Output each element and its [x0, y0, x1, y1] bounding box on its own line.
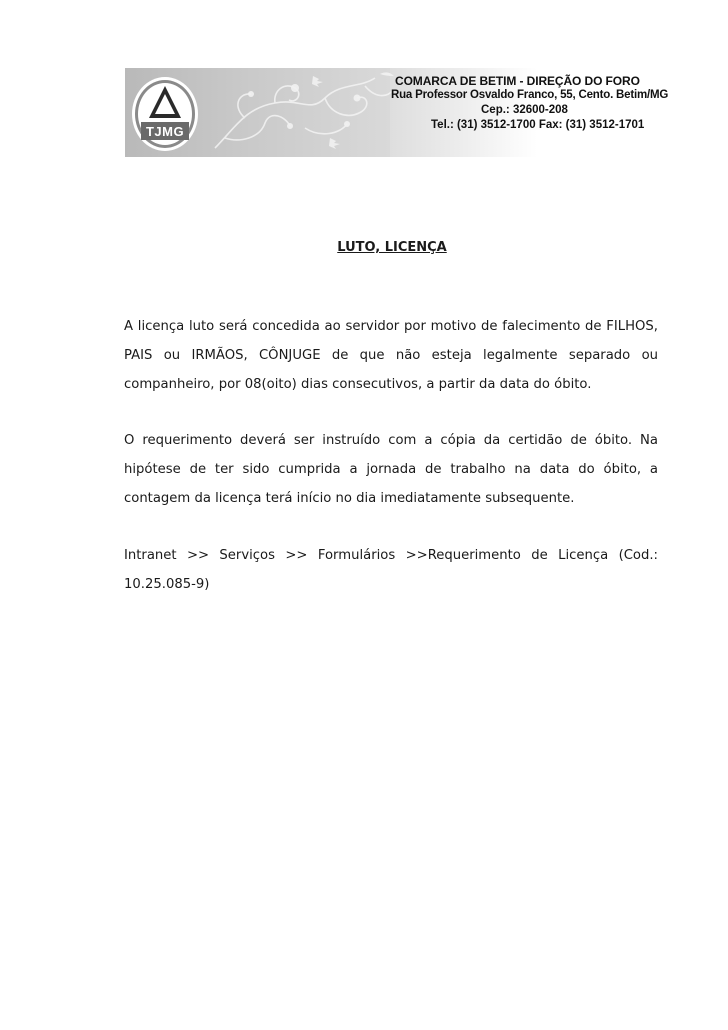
- tjmg-emblem-icon: [131, 72, 199, 152]
- paragraph-license-rule: A licença luto será concedida ao servidor por motivo de falecimento de FILHOS, PAIS ou IRMÃOS, CÔNJUGE de que não esteja legalmente separado ou companheiro, por 08(oito) dias consecutivos, a partir da data do óbito.: [124, 319, 658, 392]
- page-title: [0, 236, 728, 255]
- paragraph-requirement: O requerimento deverá ser instruído com a cópia da certidão de óbito. Na hipótese de ter sido cumprida a jornada de trabalho na data do óbito, a contagem da licença terá início no dia imediatamente subsequente.: [124, 433, 658, 506]
- cep-line: Cep.: 32600-208: [481, 104, 568, 116]
- letterhead-banner: [125, 68, 669, 157]
- paragraph-intranet-path: Intranet >> Serviços >> Formulários >>Requerimento de Licença (Cod.: 10.25.085-9): [124, 548, 658, 592]
- phone-line: Tel.: (31) 3512-1700 Fax: (31) 3512-1701: [431, 119, 645, 131]
- address-line: Rua Professor Osvaldo Franco, 55, Cento. Betim/MG: [391, 89, 669, 101]
- title-text: LUTO, LICENÇA: [337, 240, 447, 255]
- logo-text: TJMG: [145, 124, 185, 139]
- comarca-line: COMARCA DE BETIM - DIREÇÃO DO FORO: [395, 74, 640, 88]
- tjmg-logo: [131, 72, 199, 152]
